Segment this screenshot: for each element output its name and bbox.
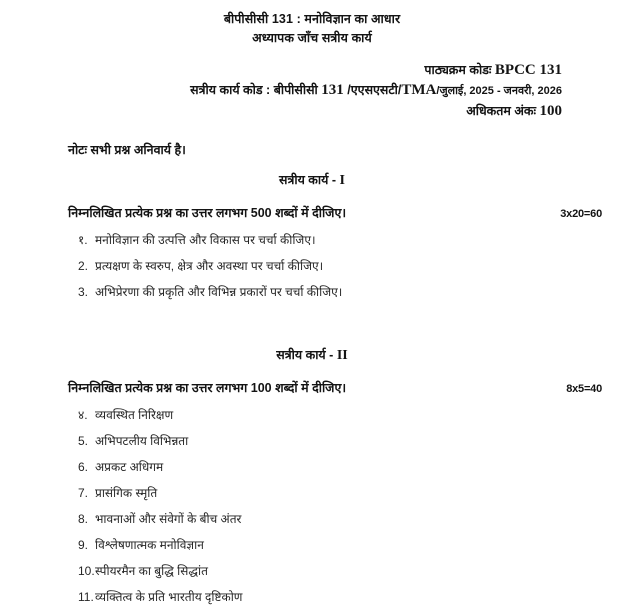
meta-block	[0, 60, 624, 121]
question-number: 3.	[78, 285, 89, 299]
section-1-instruction-row	[0, 204, 624, 222]
assignment-code-tma: TMA	[401, 82, 437, 98]
list-item	[78, 407, 624, 423]
section-1-instruction: निम्नलिखित प्रत्येक प्रश्न का उत्तर लगभग 500 शब्दों में दीजिए।	[68, 206, 347, 220]
question-number: 2.	[78, 259, 89, 273]
section-1-heading-roman: I	[339, 173, 345, 188]
list-item	[78, 258, 624, 274]
document-title: बीपीसीसी 131 : मनोविज्ञान का आधार	[223, 12, 401, 26]
question-number: 6.	[78, 460, 89, 474]
question-number: 10.	[78, 564, 95, 578]
question-text: भावनाओं और संवेगों के बीच अंतर	[95, 512, 242, 526]
max-marks-value: 100	[539, 103, 562, 119]
assignment-code-middle: /एएसएसटी/	[347, 83, 402, 97]
section-2-marks: 8x5=40	[566, 383, 602, 395]
question-text: व्यवस्थित निरिक्षण	[95, 408, 174, 422]
question-text: प्रासंगिक स्मृति	[95, 486, 158, 500]
question-number: 7.	[78, 486, 89, 500]
section-2-question-list	[0, 407, 624, 605]
assignment-code-course-hi: बीपीसीसी	[273, 83, 318, 97]
note-text: नोटः सभी प्रश्न अनिवार्य है।	[68, 143, 186, 157]
list-item	[78, 284, 624, 300]
question-text: अभिप्रेरणा की प्रकृति और विभिन्न प्रकारों पर चर्चा कीजिए।	[95, 285, 343, 299]
list-item	[78, 433, 624, 449]
max-marks-line	[0, 101, 562, 121]
section-1	[0, 171, 624, 300]
section-2-heading-text: सत्रीय कार्य -	[276, 348, 334, 362]
list-item	[78, 589, 624, 605]
section-1-marks: 3x20=60	[560, 208, 602, 220]
section-divider-space	[0, 316, 624, 334]
section-1-heading-text: सत्रीय कार्य -	[279, 173, 337, 187]
list-item	[78, 511, 624, 527]
question-text: मनोविज्ञान की उत्पत्ति और विकास पर चर्चा कीजिए।	[95, 233, 316, 247]
course-code-line	[0, 60, 562, 80]
question-number: 8.	[78, 512, 89, 526]
assignment-code-line	[0, 80, 562, 101]
list-item	[78, 537, 624, 553]
section-1-heading	[0, 171, 624, 190]
section-1-question-list	[0, 232, 624, 300]
section-2-instruction: निम्नलिखित प्रत्येक प्रश्न का उत्तर लगभग 100 शब्दों में दीजिए।	[68, 381, 347, 395]
question-text: प्रत्यक्षण के स्वरुप, क्षेत्र और अवस्था पर चर्चा कीजिए।	[95, 259, 324, 273]
question-number: 5.	[78, 434, 89, 448]
question-number: 11.	[78, 590, 94, 604]
question-text: अभिपटलीय विभिन्नता	[95, 434, 189, 448]
document-subtitle: अध्यापक जाँच सत्रीय कार्य	[252, 31, 372, 45]
max-marks-label: अधिकतम अंकः	[466, 104, 537, 118]
list-item	[78, 563, 624, 579]
title-block	[0, 0, 624, 48]
course-code-value: BPCC 131	[494, 62, 562, 78]
section-2	[0, 346, 624, 605]
list-item	[78, 232, 624, 248]
section-2-instruction-row	[0, 379, 624, 397]
section-2-heading	[0, 346, 624, 365]
question-text: अप्रकट अधिगम	[95, 460, 164, 474]
question-number: ४.	[78, 408, 88, 422]
section-2-heading-roman: II	[336, 348, 348, 363]
assignment-code-session: /जुलाई, 2025 - जनवरी, 2026	[436, 85, 562, 97]
course-code-label: पाठ्यक्रम कोडः	[424, 63, 492, 77]
question-text: विश्लेषणात्मक मनोविज्ञान	[95, 538, 204, 552]
question-text: स्पीयरमैन का बुद्धि सिद्धांत	[95, 564, 208, 578]
list-item	[78, 459, 624, 475]
question-number: १.	[78, 233, 88, 247]
assignment-code-number: 131	[321, 82, 344, 98]
question-text: व्यक्तित्व के प्रति भारतीय दृष्टिकोण	[95, 590, 243, 604]
assignment-code-label: सत्रीय कार्य कोड :	[190, 83, 271, 97]
list-item	[78, 485, 624, 501]
question-number: 9.	[78, 538, 89, 552]
